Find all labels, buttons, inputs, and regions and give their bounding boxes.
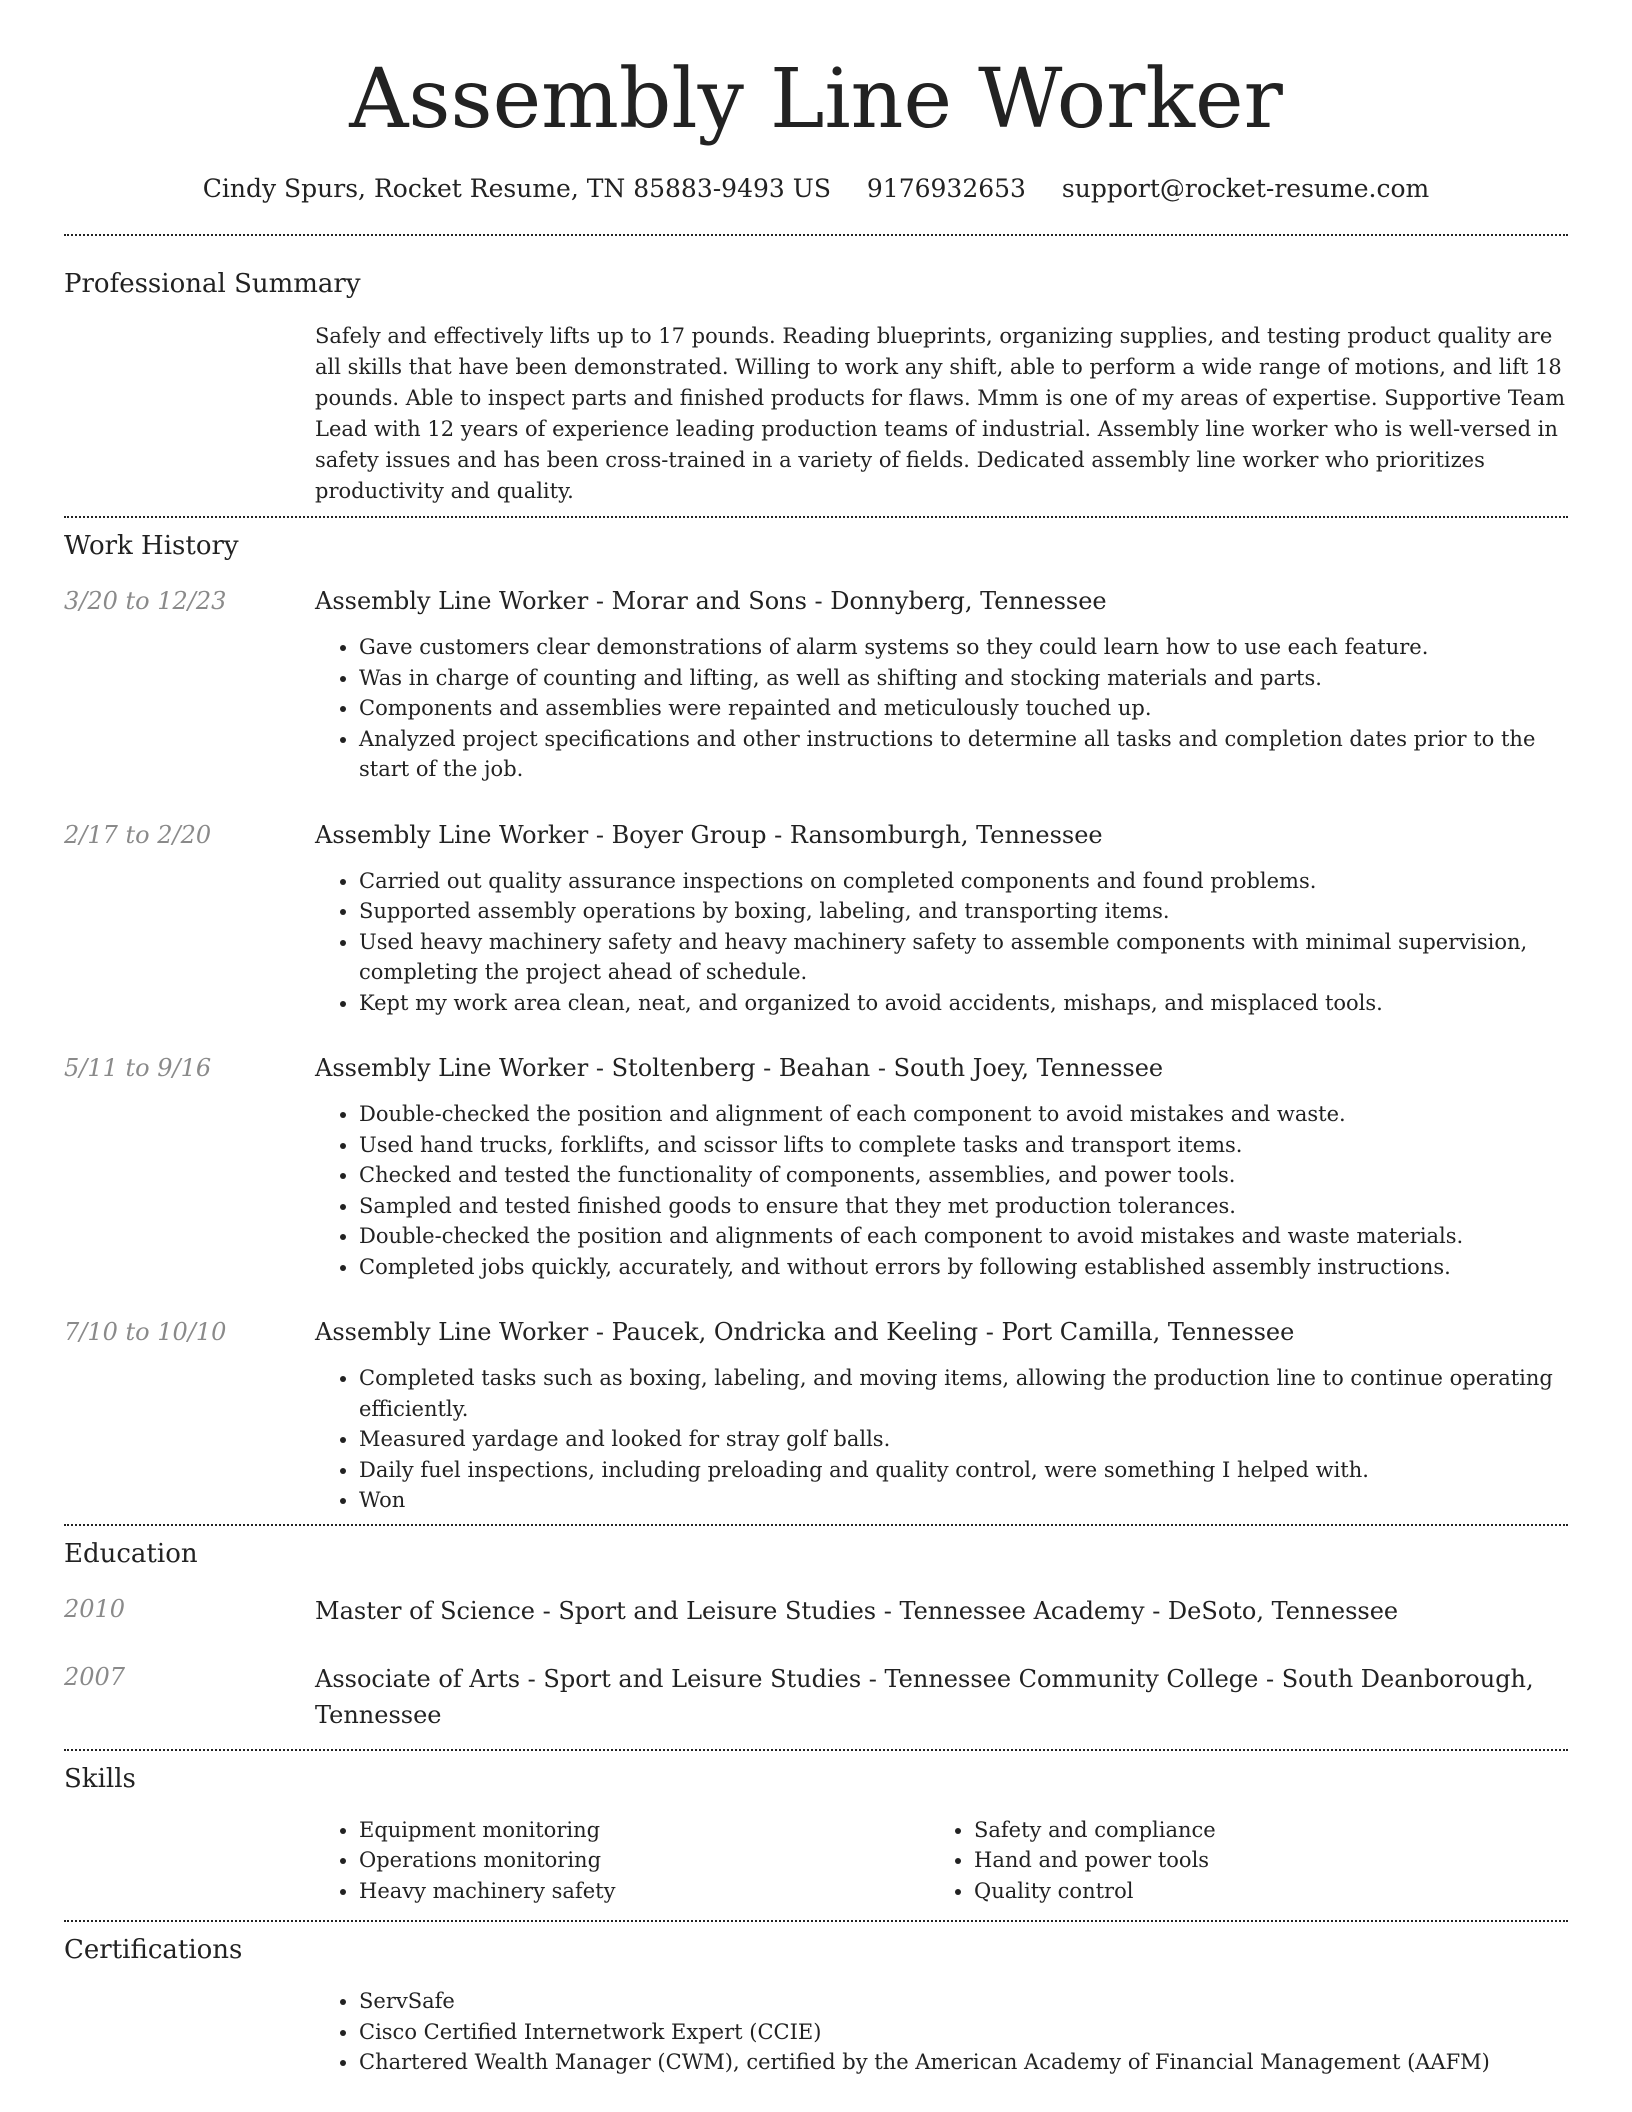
skills-column-left — [315, 1815, 930, 1907]
education-entry — [64, 1593, 1568, 1629]
certification-item: • ServSafe — [359, 1986, 1568, 2017]
education-year: 2010 — [64, 1594, 126, 1623]
summary-section — [64, 268, 1568, 507]
job-dates: 3/20 to 12/23 — [64, 587, 227, 615]
resume-name: Assembly Line Worker — [349, 52, 1283, 147]
list-item: • Analyzed project specifications and other instructions to determine all tasks and completion dates prior to the start of the job. — [359, 724, 1568, 785]
education-year: 2007 — [64, 1662, 126, 1691]
job-dates: 5/11 to 9/16 — [64, 1054, 212, 1082]
contact-email: support@rocket-resume.com — [1061, 174, 1430, 203]
job-dates: 7/10 to 10/10 — [64, 1318, 227, 1346]
divider — [64, 1524, 1568, 1526]
job-title: Assembly Line Worker - Paucek, Ondricka and Keeling - Port Camilla, Tennessee — [315, 1318, 1295, 1346]
work-history-heading: Work History — [64, 531, 239, 561]
divider — [64, 1749, 1568, 1751]
skills-heading: Skills — [64, 1763, 136, 1794]
work-history-section — [64, 530, 1568, 1516]
job-bullets — [315, 1099, 1568, 1282]
resume-header — [64, 0, 1568, 204]
job-title: Assembly Line Worker - Morar and Sons - Donnyberg, Tennessee — [315, 587, 1107, 615]
list-item: • Double-checked the position and alignment of each component to avoid mistakes and waste. — [359, 1099, 1568, 1130]
education-heading: Education — [64, 1538, 198, 1569]
certification-item: • Cisco Certified Internetwork Expert (CCIE) — [359, 2017, 1568, 2048]
education-section — [64, 1538, 1568, 1733]
divider — [64, 516, 1568, 518]
job-title: Assembly Line Worker - Boyer Group - Ransomburgh, Tennessee — [315, 820, 1103, 849]
summary-heading: Professional Summary — [64, 269, 361, 299]
job-entry — [64, 1052, 1568, 1282]
summary-text: Safely and effectively lifts up to 17 pounds. Reading blueprints, organizing supplies, and testing product quality are all skills that have been demonstrated. Willing to work any shift, able to perform a wide range of motions, and lift 18 pounds. Able to inspect parts and finished products for flaws. Mmm is one of my areas of expertise. Supportive Team Lead with 12 years of experience leading production teams of industrial. Assembly line worker who is well-versed in safety issues and has been cross-trained in a variety of fields. Dedicated assembly line worker who prioritizes productivity and quality. — [315, 324, 1566, 503]
list-item: • Supported assembly operations by boxing, labeling, and transporting items. — [359, 896, 1568, 927]
list-item: • Carried out quality assurance inspections on completed components and found problems. — [359, 866, 1568, 897]
skill-item: • Equipment monitoring — [359, 1815, 930, 1846]
education-entry — [64, 1661, 1568, 1733]
contact-address: Cindy Spurs, Rocket Resume, TN 85883-9493 US — [202, 174, 831, 203]
degree-title: Master of Science - Sport and Leisure Studies - Tennessee Academy - DeSoto, Tennessee — [315, 1596, 1399, 1625]
certifications-list — [315, 1986, 1568, 2078]
skill-item: • Hand and power tools — [974, 1845, 1545, 1876]
skill-item: • Quality control — [974, 1876, 1545, 1907]
list-item: • Checked and tested the functionality of components, assemblies, and power tools. — [359, 1160, 1568, 1191]
job-entry — [64, 1316, 1568, 1516]
degree-title: Associate of Arts - Sport and Leisure Studies - Tennessee Community College - South Deanborough, Tennessee — [315, 1664, 1534, 1729]
skills-list — [315, 1815, 1568, 1907]
contact-line — [64, 174, 1568, 204]
contact-phone: 9176932653 — [866, 174, 1026, 203]
list-item: • Components and assemblies were repainted and meticulously touched up. — [359, 693, 1568, 724]
job-title: Assembly Line Worker - Stoltenberg - Beahan - South Joey, Tennessee — [315, 1054, 1164, 1082]
job-entry — [64, 585, 1568, 785]
list-item: • Completed jobs quickly, accurately, and without errors by following established assembly instructions. — [359, 1252, 1568, 1283]
skill-item: • Safety and compliance — [974, 1815, 1545, 1846]
list-item: • Was in charge of counting and lifting, as well as shifting and stocking materials and parts. — [359, 663, 1568, 694]
job-bullets — [315, 866, 1568, 1019]
skill-item: • Heavy machinery safety — [359, 1876, 930, 1907]
list-item: • Kept my work area clean, neat, and organized to avoid accidents, mishaps, and misplaced tools. — [359, 988, 1568, 1019]
skill-item: • Operations monitoring — [359, 1845, 930, 1876]
list-item: • Sampled and tested finished goods to ensure that they met production tolerances. — [359, 1191, 1568, 1222]
job-dates: 2/17 to 2/20 — [64, 820, 212, 849]
list-item: • Completed tasks such as boxing, labeling, and moving items, allowing the production line to continue operating efficiently. — [359, 1363, 1568, 1424]
job-entry — [64, 819, 1568, 1019]
list-item: • Double-checked the position and alignments of each component to avoid mistakes and waste materials. — [359, 1221, 1568, 1252]
job-bullets — [315, 1363, 1568, 1516]
certifications-heading: Certifications — [64, 1935, 243, 1965]
skills-column-right — [930, 1815, 1545, 1907]
list-item: • Gave customers clear demonstrations of alarm systems so they could learn how to use each feature. — [359, 632, 1568, 663]
certifications-section — [64, 1934, 1568, 2078]
divider — [64, 234, 1568, 236]
skills-section — [64, 1763, 1568, 1907]
certification-item: • Chartered Wealth Manager (CWM), certified by the American Academy of Financial Management (AAFM) — [359, 2047, 1568, 2078]
list-item: • Used hand trucks, forklifts, and scissor lifts to complete tasks and transport items. — [359, 1130, 1568, 1161]
list-item: • Daily fuel inspections, including preloading and quality control, were something I helped with. — [359, 1455, 1568, 1486]
job-bullets — [315, 632, 1568, 785]
list-item: • Won — [359, 1485, 1568, 1516]
list-item: • Measured yardage and looked for stray golf balls. — [359, 1424, 1568, 1455]
divider — [64, 1920, 1568, 1922]
list-item: • Used heavy machinery safety and heavy machinery safety to assemble components with minimal supervision, completing the project ahead of schedule. — [359, 927, 1568, 988]
